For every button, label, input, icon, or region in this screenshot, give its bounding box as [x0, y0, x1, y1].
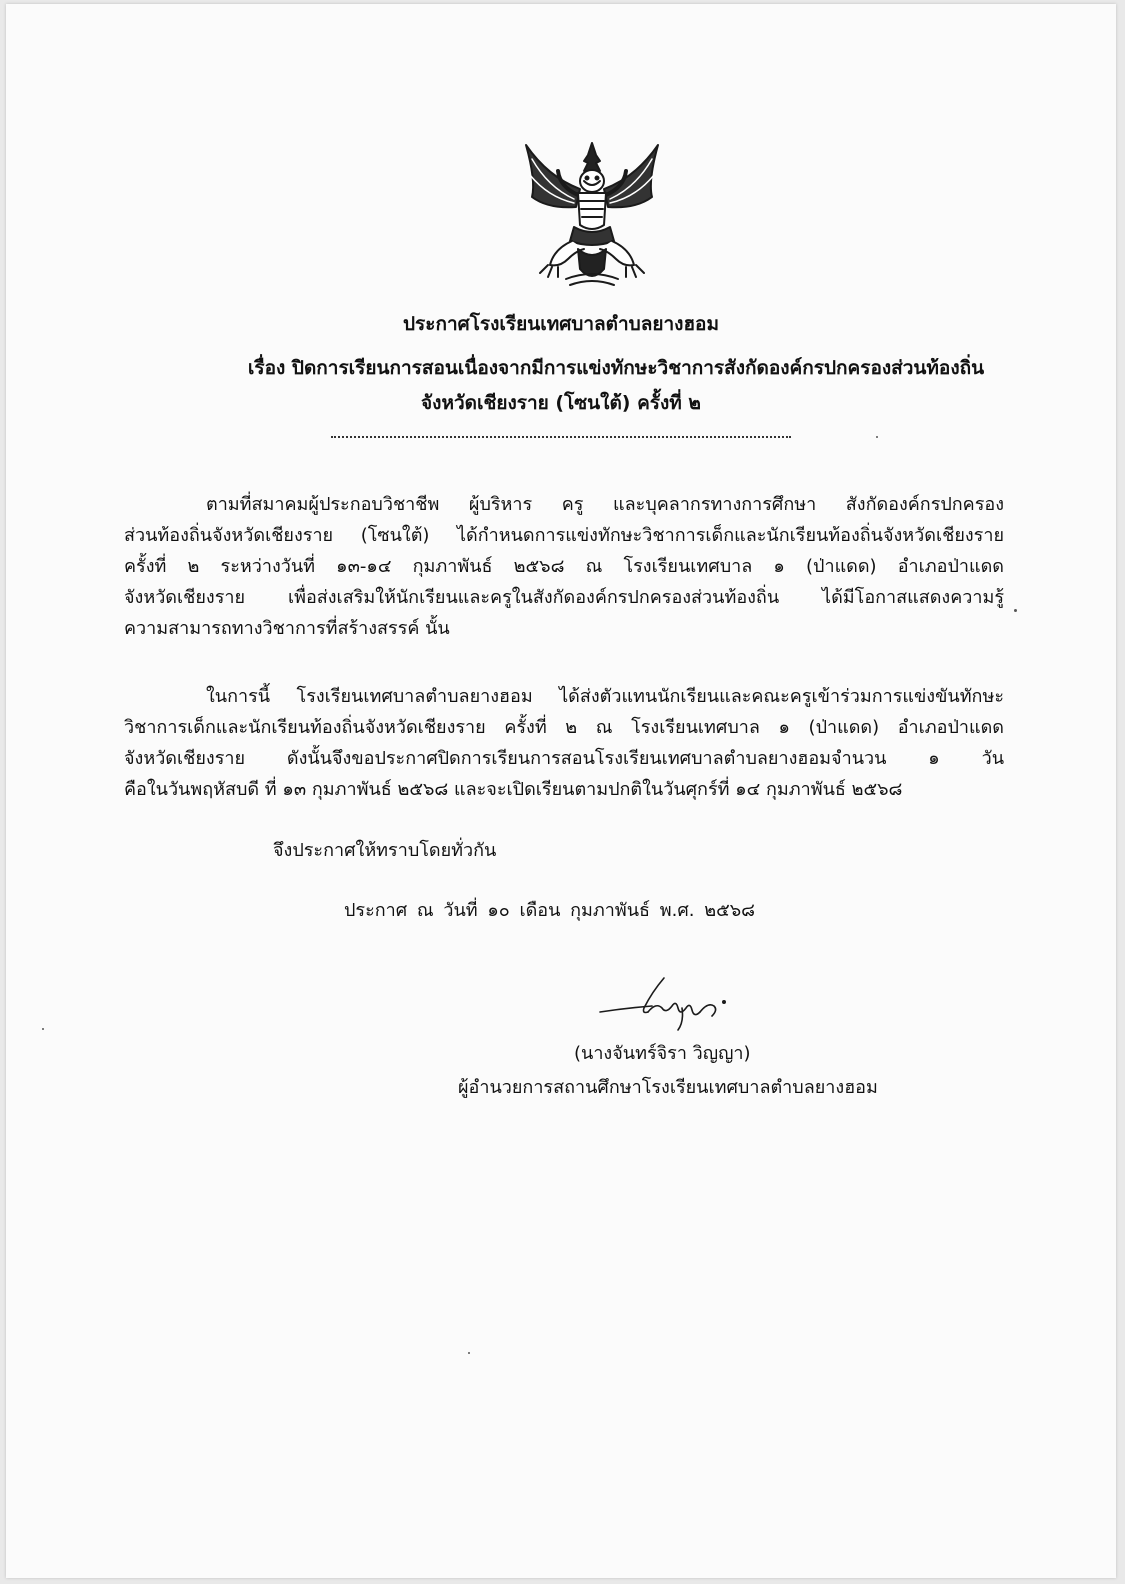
paragraph-2 [124, 681, 1004, 805]
announcement-title: ประกาศโรงเรียนเทศบาลตำบลยางฮอม [403, 313, 719, 335]
garuda-emblem-icon [518, 137, 666, 289]
paragraph-2-line: คือในวันพฤหัสบดี ที่ ๑๓ กุมภาพันธ์ ๒๕๖๘ และจะเปิดเรียนตามปกติในวันศุกร์ที่ ๑๔ กุมภาพันธ์ ๒๕๖๘ [124, 779, 903, 800]
closing-statement: จึงประกาศให้ทราบโดยทั่วกัน [273, 840, 497, 861]
handwritten-signature [596, 972, 731, 1032]
paragraph-1-line: ส่วนท้องถิ่นจังหวัดเชียงราย (โซนใต้) ได้กำหนดการแข่งทักษะวิชาการเด็กและนักเรียนท้องถิ่นจังหวัดเชียงราย [124, 525, 1004, 546]
subject-line-1: เรื่อง ปิดการเรียนการสอนเนื่องจากมีการแข่งทักษะวิชาการสังกัดองค์กรปกครองส่วนท้องถิ่น [247, 357, 985, 379]
paragraph-2-line: จังหวัดเชียงราย ดังนั้นจึงขอประกาศปิดการเรียนการสอนโรงเรียนเทศบาลตำบลยางฮอมจำนวน ๑ วัน [124, 748, 1004, 769]
paragraph-1-line: ครั้งที่ ๒ ระหว่างวันที่ ๑๓-๑๔ กุมภาพันธ์ ๒๕๖๘ ณ โรงเรียนเทศบาล ๑ (ป่าแดด) อำเภอป่าแดด [124, 556, 1004, 577]
paragraph-1 [124, 489, 1004, 644]
paragraph-1-line: ความสามารถทางวิชาการที่สร้างสรรค์ นั้น [124, 618, 450, 639]
dotted-divider [331, 436, 791, 438]
signer-position: ผู้อำนวยการสถานศึกษาโรงเรียนเทศบาลตำบลยางฮอม [458, 1077, 878, 1098]
paragraph-2-line: ในการนี้ โรงเรียนเทศบาลตำบลยางฮอม ได้ส่งตัวแทนนักเรียนและคณะครูเข้าร่วมการแข่งขันทักษะ [206, 686, 1004, 707]
document-page [6, 4, 1116, 1578]
paper-speck [468, 1352, 470, 1354]
subject-line-2: จังหวัดเชียงราย (โซนใต้) ครั้งที่ ๒ [421, 392, 701, 414]
paragraph-2-line: วิชาการเด็กและนักเรียนท้องถิ่นจังหวัดเชียงราย ครั้งที่ ๒ ณ โรงเรียนเทศบาล ๑ (ป่าแดด) อำเภอป่าแดด [124, 717, 1004, 738]
paragraph-1-line: ตามที่สมาคมผู้ประกอบวิชาชีพ ผู้บริหาร ครู และบุคลากรทางการศึกษา สังกัดองค์กรปกครอง [206, 494, 1004, 515]
paper-speck [876, 436, 878, 438]
signer-name: (นางจันทร์จิรา วิญญา) [574, 1043, 751, 1064]
paragraph-1-line: จังหวัดเชียงราย เพื่อส่งเสริมให้นักเรียนและครูในสังกัดองค์กรปกครองส่วนท้องถิ่น ได้มีโอกาสแสดงความรู้ [124, 587, 1004, 608]
paper-speck [1014, 609, 1017, 612]
paper-speck [42, 1028, 44, 1030]
announcement-date: ประกาศ ณ วันที่ ๑๐ เดือน กุมภาพันธ์ พ.ศ. ๒๕๖๘ [344, 900, 756, 921]
